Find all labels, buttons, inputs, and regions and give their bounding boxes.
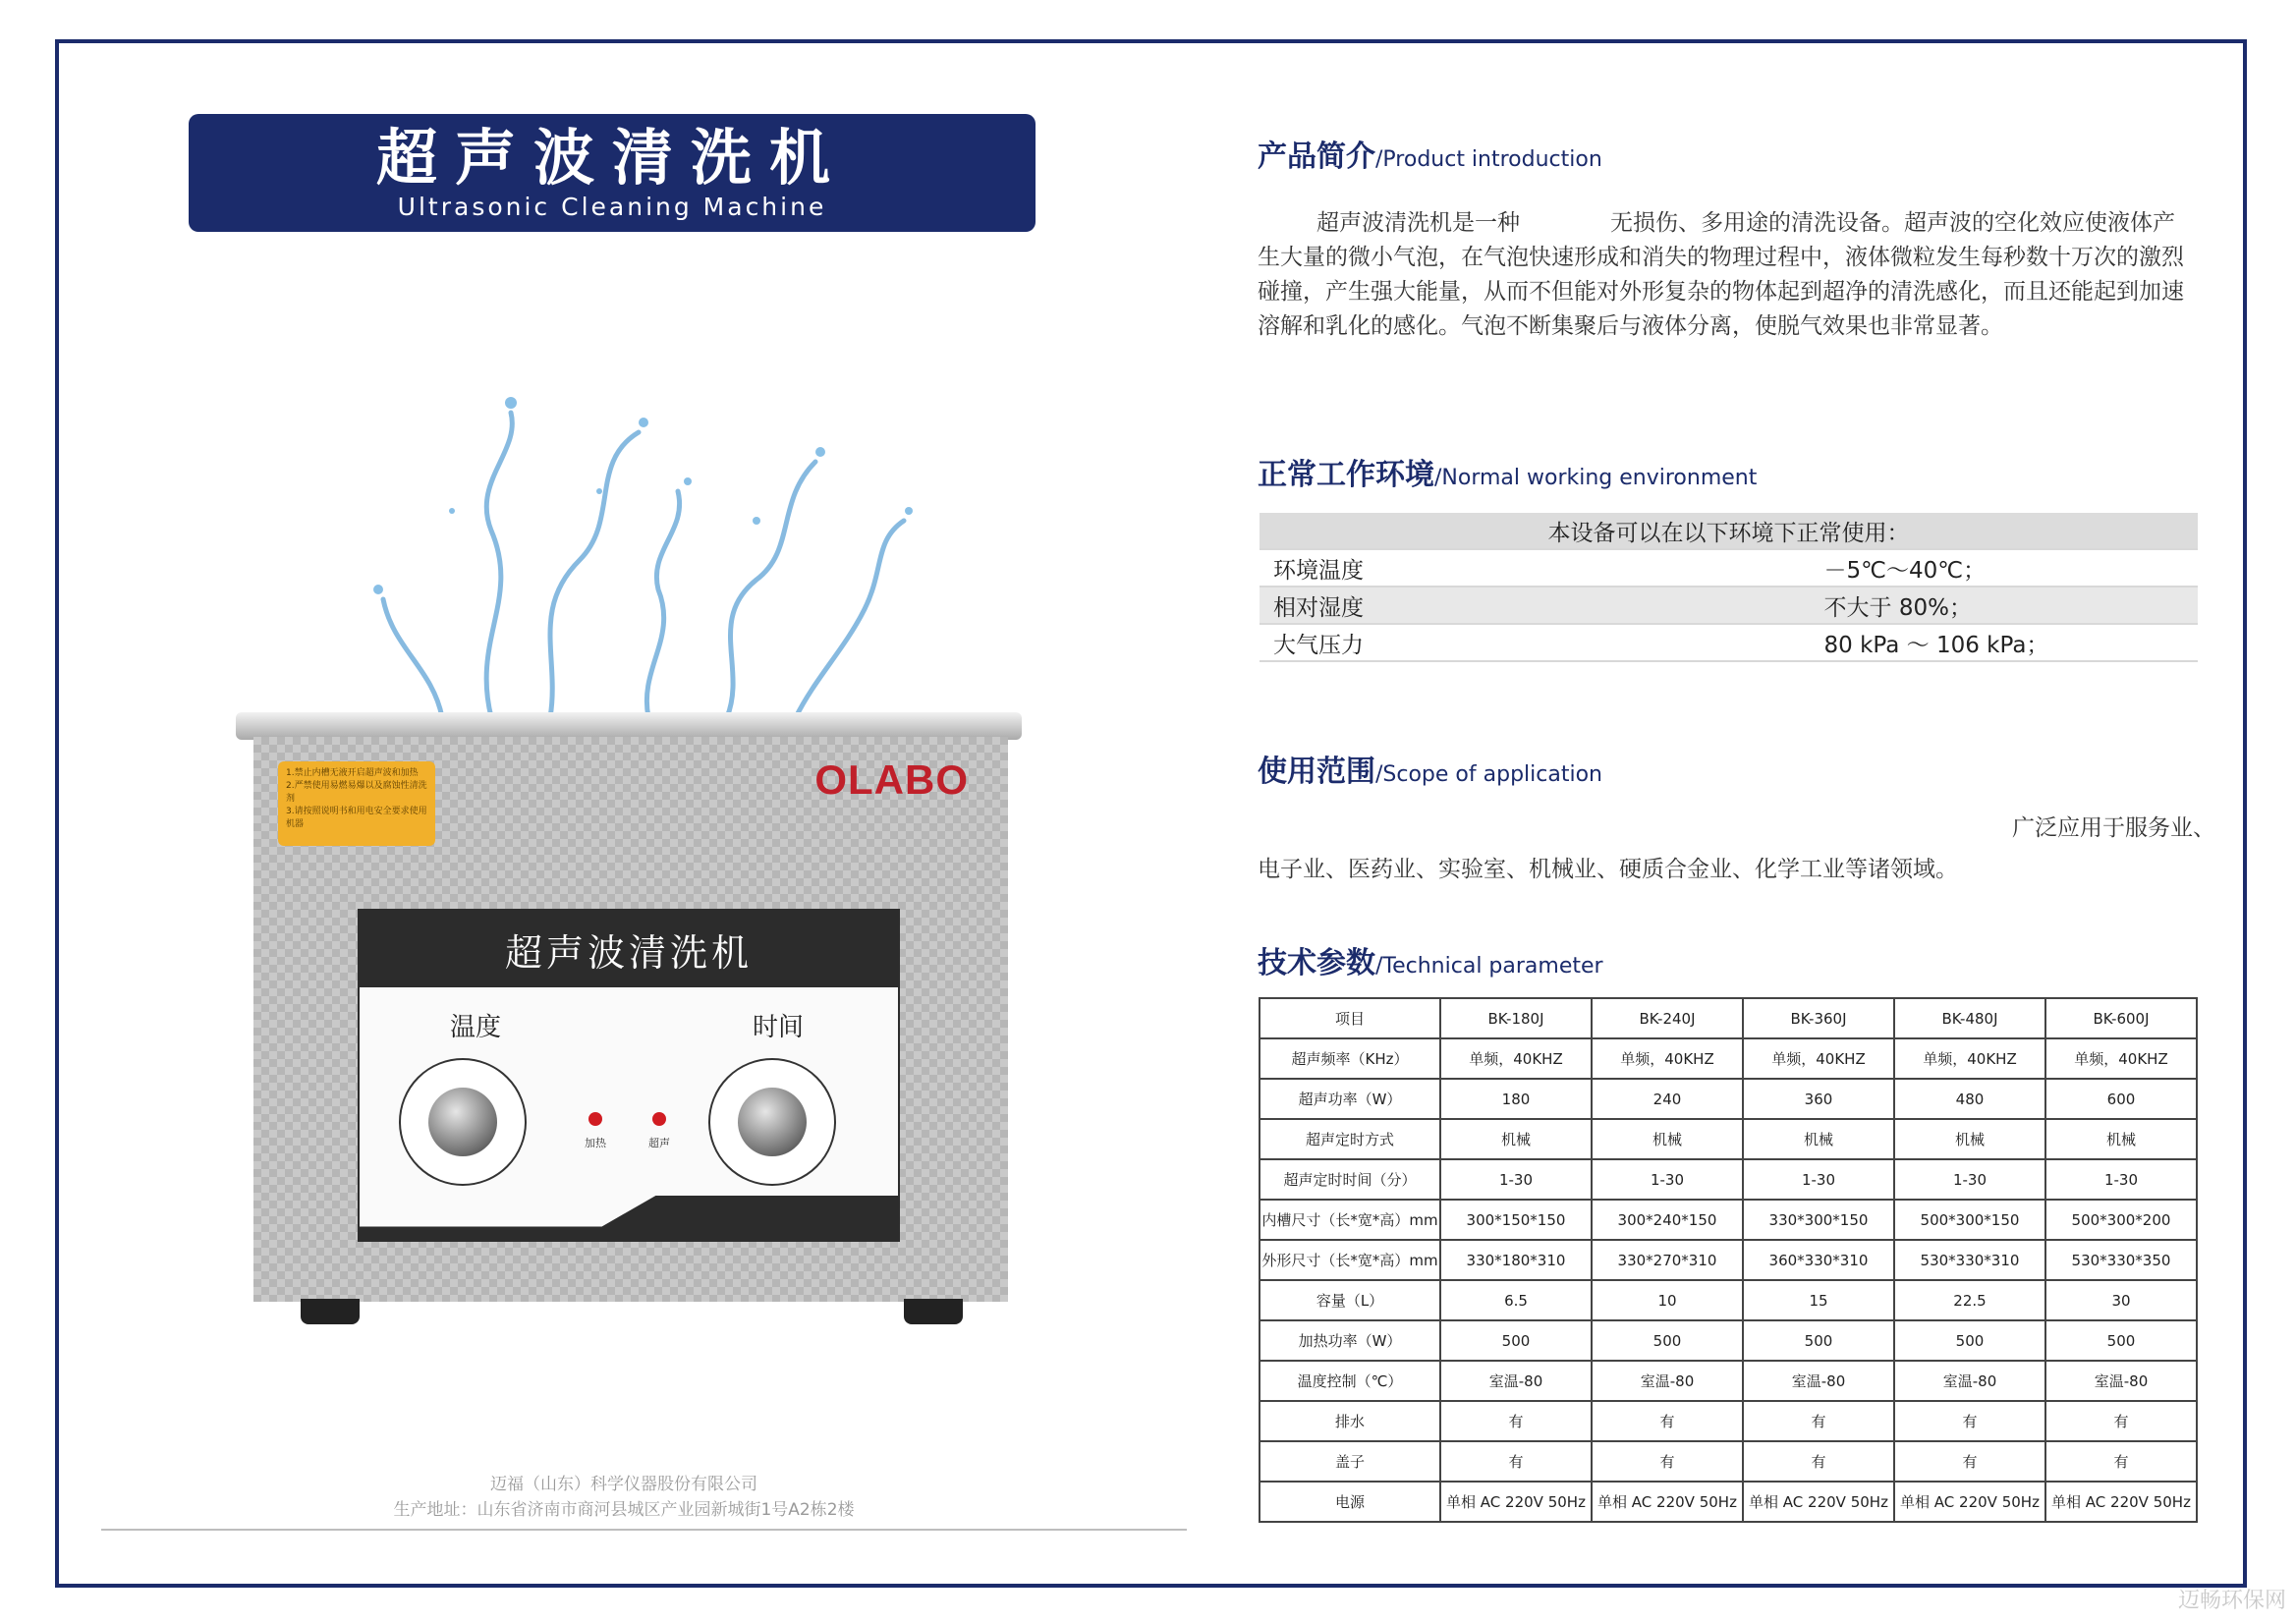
env-label: 大气压力: [1260, 624, 1402, 661]
parameter-value-cell: 单相 AC 220V 50Hz: [2045, 1482, 2197, 1522]
water-splash-icon: [354, 373, 924, 727]
parameter-value-cell: 500: [1743, 1320, 1894, 1361]
parameter-value-cell: 有: [1743, 1441, 1894, 1482]
parameter-value-cell: 1-30: [1894, 1159, 2045, 1200]
ultrasonic-indicator: [652, 1112, 666, 1126]
table-row: [1260, 1240, 2197, 1280]
parameter-value-cell: 500: [1440, 1320, 1592, 1361]
parameter-name-cell: 加热功率（W）: [1260, 1320, 1440, 1361]
product-image: [236, 373, 1032, 1336]
foot: [301, 1299, 360, 1324]
env-value: 80 kPa ～ 106 kPa；: [1402, 624, 2198, 661]
page-title: 超声波清洗机: [375, 122, 848, 194]
panel-title: 超声波清洗机: [504, 931, 753, 975]
parameter-value-cell: 有: [1894, 1401, 2045, 1441]
environment-table: [1260, 513, 2198, 662]
env-label: 环境温度: [1260, 549, 1402, 587]
parameter-value-cell: 30: [2045, 1280, 2197, 1320]
parameter-value-cell: 360*330*310: [1743, 1240, 1894, 1280]
parameter-value-cell: 1-30: [1743, 1159, 1894, 1200]
time-label: 时间: [753, 1013, 805, 1042]
parameter-value-cell: 530*330*350: [2045, 1240, 2197, 1280]
parameter-value-cell: 300*150*150: [1440, 1200, 1592, 1240]
control-panel: [358, 909, 900, 1242]
parameter-value-cell: 有: [1743, 1401, 1894, 1441]
parameter-value-cell: 500*300*150: [1894, 1200, 2045, 1240]
ultrasonic-indicator-label: 超声: [648, 1137, 670, 1149]
parameter-value-cell: 530*330*310: [1894, 1240, 2045, 1280]
parameter-value-cell: 单频，40KHZ: [1440, 1038, 1592, 1079]
parameter-value-cell: 有: [1440, 1401, 1592, 1441]
scope-text-line1: 广泛应用于服务业、: [2012, 815, 2215, 841]
parameter-value-cell: 22.5: [1894, 1280, 2045, 1320]
parameter-value-cell: 330*270*310: [1592, 1240, 1743, 1280]
parameter-value-cell: 单相 AC 220V 50Hz: [1894, 1482, 2045, 1522]
parameter-value-cell: 10: [1592, 1280, 1743, 1320]
parameter-value-cell: 1-30: [1592, 1159, 1743, 1200]
intro-text: 超声波清洗机是一种 无损伤、多用途的清洗设备。超声波的空化效应使液体产生大量的微小气泡，在气泡快速形成和消失的物理过程中，液体微粒发生每秒数十万次的激烈碰撞，产生强大能量，从而不但能对外形复杂的物体起到超净的清洗感化，而且还能起到加速溶解和乳化的感化。气泡不断集聚后与液体分离，使脱气效果也非常显著。: [1258, 210, 2184, 339]
parameter-value-cell: 330*300*150: [1743, 1200, 1894, 1240]
environment-heading: 正常工作环境/Normal working environment: [1258, 458, 1758, 492]
company-address: 生产地址：山东省济南市商河县城区产业园新城街1号A2栋2楼: [393, 1500, 855, 1520]
parameter-value-cell: 180: [1440, 1079, 1592, 1119]
heating-indicator: [588, 1112, 602, 1126]
parameter-value-cell: BK-360J: [1743, 998, 1894, 1038]
table-row: [1260, 1441, 2197, 1482]
tech-heading: 技术参数/Technical parameter: [1258, 946, 1603, 980]
table-row: [1260, 1361, 2197, 1401]
parameter-value-cell: 机械: [1894, 1119, 2045, 1159]
parameter-value-cell: 有: [1592, 1401, 1743, 1441]
timer-knob: [708, 1058, 836, 1186]
temperature-label: 温度: [450, 1013, 502, 1042]
parameter-value-cell: 机械: [1592, 1119, 1743, 1159]
parameter-value-cell: 300*240*150: [1592, 1200, 1743, 1240]
title-banner: [189, 114, 1036, 232]
parameter-value-cell: BK-480J: [1894, 998, 2045, 1038]
parameter-value-cell: 1-30: [2045, 1159, 2197, 1200]
company-name: 迈福（山东）科学仪器股份有限公司: [490, 1475, 757, 1494]
parameter-value-cell: 360: [1743, 1079, 1894, 1119]
env-value: －5℃～40℃；: [1402, 549, 2198, 587]
env-label: 相对湿度: [1260, 587, 1402, 624]
temperature-knob: [399, 1058, 527, 1186]
parameter-name-cell: 温度控制（℃）: [1260, 1361, 1440, 1401]
parameter-name-cell: 内槽尺寸（长*宽*高）mm: [1260, 1200, 1440, 1240]
parameter-value-cell: 1-30: [1440, 1159, 1592, 1200]
table-row: [1260, 1038, 2197, 1079]
parameter-value-cell: 机械: [2045, 1119, 2197, 1159]
tank-rim: [236, 712, 1022, 740]
scope-heading: 使用范围/Scope of application: [1258, 755, 1602, 789]
parameter-value-cell: BK-240J: [1592, 998, 1743, 1038]
env-value: 不大于 80%；: [1402, 587, 2198, 624]
parameter-value-cell: 480: [1894, 1079, 2045, 1119]
parameter-value-cell: 室温-80: [1894, 1361, 2045, 1401]
parameter-value-cell: BK-600J: [2045, 998, 2197, 1038]
parameter-name-cell: 超声定时方式: [1260, 1119, 1440, 1159]
parameter-value-cell: 单相 AC 220V 50Hz: [1743, 1482, 1894, 1522]
parameter-value-cell: 15: [1743, 1280, 1894, 1320]
parameter-name-cell: 排水: [1260, 1401, 1440, 1441]
warning-label: 1.禁止内槽无液开启超声波和加热 2.严禁使用易燃易爆以及腐蚀性清洗剂 3.请按照说明书和用电安全要求使用机器: [278, 761, 435, 846]
tank-body: [253, 737, 1008, 1302]
parameter-value-cell: 室温-80: [1440, 1361, 1592, 1401]
tech-parameter-table: [1259, 997, 2198, 1523]
parameter-value-cell: 600: [2045, 1079, 2197, 1119]
parameter-value-cell: 室温-80: [2045, 1361, 2197, 1401]
parameter-value-cell: 室温-80: [1743, 1361, 1894, 1401]
parameter-name-cell: 外形尺寸（长*宽*高）mm: [1260, 1240, 1440, 1280]
parameter-value-cell: 有: [1894, 1441, 2045, 1482]
parameter-value-cell: 单相 AC 220V 50Hz: [1440, 1482, 1592, 1522]
heating-indicator-label: 加热: [585, 1137, 606, 1149]
parameter-name-cell: 超声频率（KHz）: [1260, 1038, 1440, 1079]
environment-table-header: 本设备可以在以下环境下正常使用：: [1260, 513, 2198, 549]
parameter-value-cell: 500: [2045, 1320, 2197, 1361]
parameter-value-cell: BK-180J: [1440, 998, 1592, 1038]
table-row: [1260, 1119, 2197, 1159]
company-info: [128, 1472, 1120, 1523]
parameter-value-cell: 240: [1592, 1079, 1743, 1119]
table-row: [1260, 1320, 2197, 1361]
parameter-value-cell: 单频，40KHZ: [1894, 1038, 2045, 1079]
table-header-row: [1260, 998, 2197, 1038]
table-row: [1260, 1401, 2197, 1441]
parameter-name-cell: 超声定时时间（分）: [1260, 1159, 1440, 1200]
parameter-name-cell: 项目: [1260, 998, 1440, 1038]
parameter-name-cell: 电源: [1260, 1482, 1440, 1522]
table-row: [1260, 1079, 2197, 1119]
scope-text-line2: 电子业、医药业、实验室、机械业、硬质合金业、化学工业等诸领域。: [1258, 857, 1958, 882]
table-row: [1260, 1159, 2197, 1200]
parameter-value-cell: 500*300*200: [2045, 1200, 2197, 1240]
parameter-value-cell: 500: [1592, 1320, 1743, 1361]
brand-logo: OLABO: [814, 756, 969, 803]
parameter-value-cell: 有: [1440, 1441, 1592, 1482]
parameter-name-cell: 盖子: [1260, 1441, 1440, 1482]
parameter-value-cell: 机械: [1440, 1119, 1592, 1159]
parameter-value-cell: 有: [2045, 1401, 2197, 1441]
parameter-name-cell: 超声功率（W）: [1260, 1079, 1440, 1119]
parameter-value-cell: 单频，40KHZ: [1743, 1038, 1894, 1079]
parameter-value-cell: 机械: [1743, 1119, 1894, 1159]
parameter-value-cell: 室温-80: [1592, 1361, 1743, 1401]
table-row: [1260, 1200, 2197, 1240]
parameter-value-cell: 单频，40KHZ: [2045, 1038, 2197, 1079]
parameter-name-cell: 容量（L）: [1260, 1280, 1440, 1320]
parameter-value-cell: 有: [1592, 1441, 1743, 1482]
table-row: [1260, 1482, 2197, 1522]
intro-heading: 产品简介/Product introduction: [1258, 140, 1602, 174]
parameter-value-cell: 500: [1894, 1320, 2045, 1361]
parameter-value-cell: 有: [2045, 1441, 2197, 1482]
parameter-value-cell: 单相 AC 220V 50Hz: [1592, 1482, 1743, 1522]
parameter-value-cell: 330*180*310: [1440, 1240, 1592, 1280]
page-subtitle: Ultrasonic Cleaning Machine: [397, 193, 827, 221]
parameter-value-cell: 单频，40KHZ: [1592, 1038, 1743, 1079]
table-row: [1260, 1280, 2197, 1320]
parameter-value-cell: 6.5: [1440, 1280, 1592, 1320]
divider: [101, 1529, 1187, 1531]
foot: [904, 1299, 963, 1324]
watermark: 迈畅环保网: [2177, 1589, 2286, 1613]
